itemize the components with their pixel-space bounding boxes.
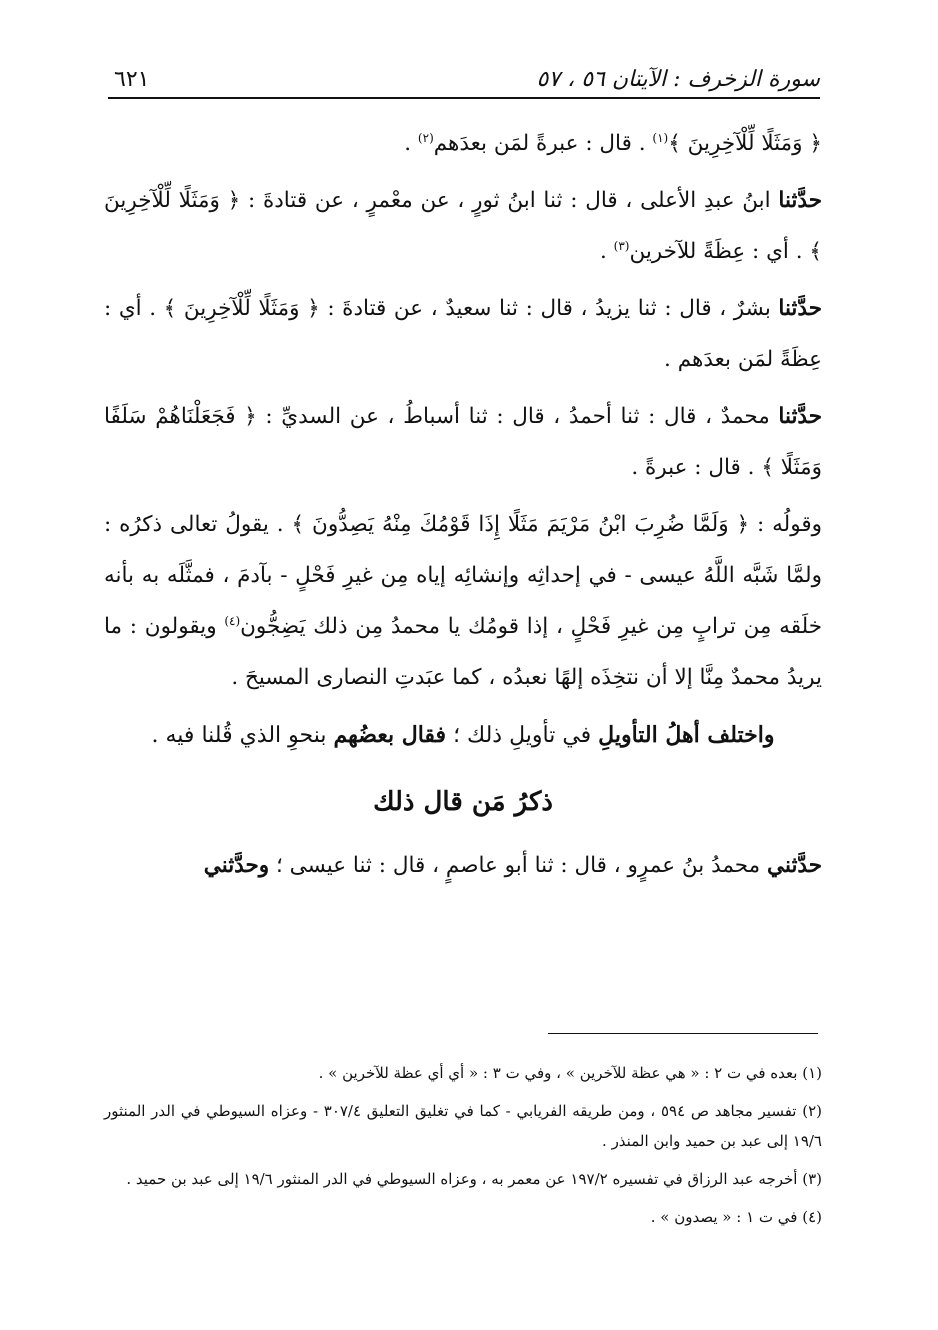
footnote-4: (٤) في ت ١ : « يصدون » . [650,1208,822,1226]
ikhtilaf-line [104,709,822,762]
paragraph-end: . [599,239,614,264]
paragraph-2 [104,175,822,277]
paragraph-tail: . أي : عِظَةً للآخرين [629,239,810,264]
paragraph-6 [104,840,822,891]
paragraph-tail: . [404,131,418,156]
quran-quote: ﴿ وَلَمَّا ضُرِبَ ابْنُ مَرْيَمَ مَثَلًا إِذَا قَوْمُكَ مِنْهُ يَصِدُّونَ ﴾ [291,512,750,537]
paragraph-5 [104,499,822,703]
quran-quote: ﴿ فَجَعَلْنَاهُمْ سَلَفًا وَمَثَلًا ﴾ [104,404,822,480]
narration-lead: حدَّثنا [778,188,822,213]
footnote-2: (٢) تفسير مجاهد ص ٥٩٤ ، ومن طريقه الفريابي - كما في تغليق التعليق ٣٠٧/٤ - وعزاه السيوطي في الدر المنثور ١٩/٦ إلى عبد بن حميد وابن المنذر . [104,1102,822,1150]
header-rule [108,97,820,99]
paragraph-text: محمدٌ ، قال : ثنا أحمدُ ، قال : ثنا أسباطُ ، عن السديِّ : [256,404,779,429]
footnote-ref: (٣) [613,238,630,253]
running-title: سورة الزخرف : الآيتان ٥٦ ، ٥٧ [536,67,820,92]
paragraph-1 [104,118,822,169]
main-text [104,118,822,897]
narration-lead-2: وحدَّثني [203,853,270,878]
narration-lead: حدَّثنا [778,404,823,429]
ikhtilaf-plain-b: بنحوِ الذي قُلنا فيه . [151,723,334,748]
quran-quote: ﴿ وَمَثَلًا لِّلْآخِرِينَ ﴾ [163,296,320,321]
narration-lead: حدَّثنا [778,296,822,321]
paragraph-text: . يقولُ تعالى ذكرُه : ولمَّا شَبَّه اللَّهُ عيسى - في إحداثِه وإنشائِه إياه مِن غيرِ فَحْلٍ - بآدمَ ، فمثَّلَه به بأنه خلَقه مِن ترابٍ مِن غيرِ فَحْلٍ ، إذا قومُك يا محمدُ مِن ذلك يَضِجُّون [104,512,822,639]
footnote-ref: (٢) [417,130,434,145]
quran-quote: ﴿ وَمَثَلًا لِّلْآخِرِينَ ﴾ [104,188,822,264]
paragraph-4 [104,391,822,493]
page-header [108,48,820,92]
paragraph-text: ابنُ عبدِ الأعلى ، قال : ثنا ابنُ ثورٍ ، عن معْمرٍ ، عن قتادةَ : [240,188,779,213]
footnote-ref: (٤) [224,613,241,628]
paragraph-text: . قال : عبرةً لمَن بعدَهم [433,131,653,156]
paragraph-tail: . أي : عِظَةً لمَن بعدَهم . [104,296,822,372]
paragraph-text: محمدُ بنُ عمرٍو ، قال : ثنا أبو عاصمٍ ، قال : ثنا عيسى ؛ [269,853,768,878]
footnotes [104,1058,822,1240]
footnote-1: (١) بعده في ت ٢ : « هي عظة للآخرين » ، وفي ت ٣ : « أي أي عظة للآخرين » . [318,1064,822,1082]
paragraph-text: بشرٌ ، قال : ثنا يزيدُ ، قال : ثنا سعيدٌ ، عن قتادةَ : [319,296,779,321]
ikhtilaf-plain-a: في تأويلِ ذلك ؛ [446,723,599,748]
paragraph-tail: . قال : عبرةً . [631,455,762,480]
quran-quote: ﴿ وَمَثَلًا لِّلْآخِرِينَ ﴾ [668,131,822,156]
narration-lead: حدَّثني [767,853,822,878]
paragraph-3 [104,283,822,385]
section-heading: ذكرُ مَن قال ذلك [373,787,553,817]
page-number: ٦٢١ [114,67,150,92]
paragraph-continuation: ويقولون : ما يريدُ محمدٌ مِنَّا إلا أن نتخِذَه إلهًا نعبدُه ، كما عبَدتِ النصارى المسيحَ . [104,614,822,690]
footnote-3: (٣) أخرجه عبد الرزاق في تفسيره ١٩٧/٢ عن معمر به ، وعزاه السيوطي في الدر المنثور ١٩/٦ إلى عبد بن حميد . [126,1170,822,1188]
ikhtilaf-bold-b: فقال بعضُهم [333,722,447,748]
paragraph-intro: وقولُه : [749,512,823,537]
footnote-rule [548,1033,818,1034]
ikhtilaf-bold-a: واختلف أهلُ التأويلِ [598,722,775,748]
footnote-ref: (١) [652,130,669,145]
